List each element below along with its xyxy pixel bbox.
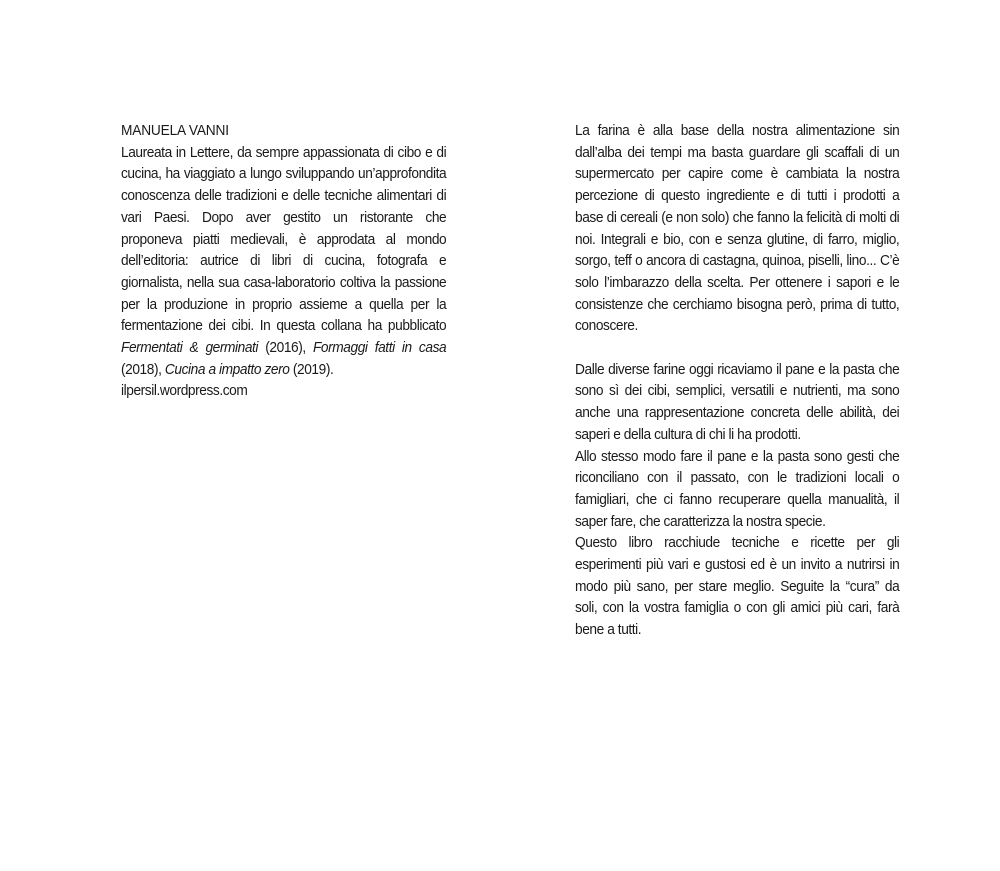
author-name: MANUELA VANNI [121,123,229,139]
author-website: ilpersil.wordpress.com [121,383,248,400]
author-bio-text: Laureata in Lettere, da sempre appassionata di cibo e di cucina, ha viaggiato a lungo sviluppando un’approfondita conoscenza delle tradizioni e delle tecniche alimentari di vari Paesi. Dopo aver gestito un ristorante che proponeva piatti medievali, è approdata al mondo dell’editoria: autrice di libri di cucina, fotografa e giornalista, nella sua casa-laboratorio coltiva la passione per la produzione in proprio assieme a quella per la fermentazione dei cibi. In questa collana ha pubblicato [121,144,447,335]
book-title-cucina: Cucina a impatto zero [164,361,290,378]
author-bio [121,143,446,382]
description-paragraph-4: Questo libro racchiude tecniche e ricette per gli esperimenti più vari e gustosi ed è un invito a nutrirsi in modo più sano, per stare meglio. Seguite la “cura” da soli, con la vostra famiglia o con gli amici più cari, farà bene a tutti. [575,535,900,639]
book-year-fermentati: (2016), [258,340,313,357]
description-paragraph-1: La farina è alla base della nostra alimentazione sin dall’alba dei tempi ma basta guardare gli scaffali di un supermercato per capire come è cambiata la nostra percezione di questo ingrediente e di tutti i prodotti a base di cereali (e non solo) che fanno la felicità di molti di noi. Integrali e bio, con e senza glutine, di farro, miglio, sorgo, teff o ancora di castagna, quinoa, piselli, lino... C’è solo l’imbarazzo della scelta. Per ottenere i sapori e le consistenze che cerchiamo bisogna però, prima di tutto, conoscere. [575,123,900,335]
book-title-formaggi: Formaggi fatti in casa [312,340,447,357]
book-year-cucina: (2019). [289,361,334,378]
paragraph-spacer [575,338,899,360]
book-description-column [575,121,899,642]
author-bio-column [121,121,446,403]
description-paragraph-3: Allo stesso modo fare il pane e la pasta sono gesti che riconciliano con il passato, con le tradizioni locali o famigliari, che ci fanno recuperare quella manualità, il saper fare, che caratterizza la nostra specie. [575,448,900,530]
description-paragraph-2: Dalle diverse farine oggi ricaviamo il pane e la pasta che sono sì dei cibi, semplici, versatili e nutrienti, ma sono anche una rappresentazione concreta delle abilità, dei saperi e della cultura di chi li ha prodotti. [575,361,900,443]
book-year-formaggi: (2018), [121,361,165,378]
book-title-fermentati: Fermentati & germinati [121,340,259,357]
